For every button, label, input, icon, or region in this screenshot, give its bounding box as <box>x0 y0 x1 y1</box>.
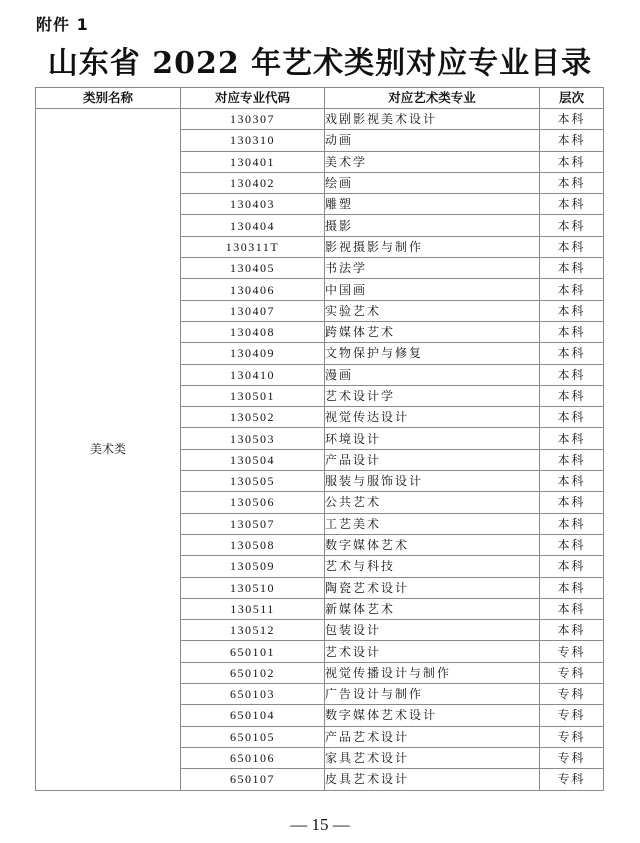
level-cell: 本科 <box>540 236 604 257</box>
level-cell: 专科 <box>540 726 604 747</box>
major-code-cell: 130505 <box>181 471 325 492</box>
major-name-cell: 包装设计 <box>325 620 540 641</box>
major-name-cell: 跨媒体艺术 <box>325 321 540 342</box>
major-code-cell: 130408 <box>181 321 325 342</box>
major-name-cell: 戏剧影视美术设计 <box>325 109 540 130</box>
major-name-cell: 视觉传播设计与制作 <box>325 662 540 683</box>
major-code-cell: 650106 <box>181 747 325 768</box>
level-cell: 本科 <box>540 343 604 364</box>
major-code-cell: 130507 <box>181 513 325 534</box>
level-cell: 本科 <box>540 130 604 151</box>
table-header-row <box>36 88 604 109</box>
major-code-cell: 650101 <box>181 641 325 662</box>
major-code-cell: 130512 <box>181 620 325 641</box>
major-code-cell: 130510 <box>181 577 325 598</box>
level-cell: 本科 <box>540 215 604 236</box>
level-cell: 本科 <box>540 428 604 449</box>
level-cell: 专科 <box>540 747 604 768</box>
level-cell: 本科 <box>540 598 604 619</box>
level-cell: 本科 <box>540 279 604 300</box>
major-name-cell: 公共艺术 <box>325 492 540 513</box>
major-code-cell: 130405 <box>181 258 325 279</box>
level-cell: 本科 <box>540 513 604 534</box>
table-body <box>36 109 604 791</box>
level-cell: 本科 <box>540 449 604 470</box>
level-cell: 本科 <box>540 556 604 577</box>
major-name-cell: 影视摄影与制作 <box>325 236 540 257</box>
major-name-cell: 服装与服饰设计 <box>325 471 540 492</box>
level-cell: 专科 <box>540 684 604 705</box>
level-cell: 本科 <box>540 300 604 321</box>
major-name-cell: 数字媒体艺术设计 <box>325 705 540 726</box>
level-cell: 本科 <box>540 407 604 428</box>
level-cell: 专科 <box>540 769 604 790</box>
major-name-cell: 产品设计 <box>325 449 540 470</box>
major-code-cell: 130509 <box>181 556 325 577</box>
level-cell: 本科 <box>540 471 604 492</box>
major-name-cell: 家具艺术设计 <box>325 747 540 768</box>
level-cell: 本科 <box>540 577 604 598</box>
level-cell: 本科 <box>540 364 604 385</box>
major-name-cell: 数字媒体艺术 <box>325 534 540 555</box>
level-cell: 专科 <box>540 662 604 683</box>
major-code-cell: 130310 <box>181 130 325 151</box>
major-name-cell: 皮具艺术设计 <box>325 769 540 790</box>
major-code-cell: 130404 <box>181 215 325 236</box>
major-code-cell: 130508 <box>181 534 325 555</box>
major-name-cell: 漫画 <box>325 364 540 385</box>
category-cell: 美术类 <box>36 109 181 791</box>
level-cell: 本科 <box>540 385 604 406</box>
major-name-cell: 雕塑 <box>325 194 540 215</box>
level-cell: 本科 <box>540 321 604 342</box>
major-code-cell: 130407 <box>181 300 325 321</box>
level-cell: 本科 <box>540 534 604 555</box>
major-catalog-table <box>35 87 604 791</box>
major-name-cell: 广告设计与制作 <box>325 684 540 705</box>
major-code-cell: 130406 <box>181 279 325 300</box>
major-name-cell: 陶瓷艺术设计 <box>325 577 540 598</box>
attachment-label: 附件 1 <box>36 15 89 34</box>
major-code-cell: 650104 <box>181 705 325 726</box>
major-code-cell: 650105 <box>181 726 325 747</box>
major-name-cell: 视觉传达设计 <box>325 407 540 428</box>
level-cell: 本科 <box>540 172 604 193</box>
major-code-cell: 130409 <box>181 343 325 364</box>
major-code-cell: 130311T <box>181 236 325 257</box>
major-name-cell: 艺术与科技 <box>325 556 540 577</box>
level-cell: 专科 <box>540 705 604 726</box>
column-header-level: 层次 <box>540 88 604 109</box>
level-cell: 本科 <box>540 258 604 279</box>
major-code-cell: 130511 <box>181 598 325 619</box>
major-name-cell: 工艺美术 <box>325 513 540 534</box>
major-code-cell: 130506 <box>181 492 325 513</box>
major-code-cell: 130401 <box>181 151 325 172</box>
major-code-cell: 130403 <box>181 194 325 215</box>
major-name-cell: 动画 <box>325 130 540 151</box>
major-code-cell: 650102 <box>181 662 325 683</box>
level-cell: 本科 <box>540 109 604 130</box>
major-name-cell: 书法学 <box>325 258 540 279</box>
major-code-cell: 130410 <box>181 364 325 385</box>
major-code-cell: 650103 <box>181 684 325 705</box>
level-cell: 本科 <box>540 492 604 513</box>
major-name-cell: 新媒体艺术 <box>325 598 540 619</box>
major-name-cell: 环境设计 <box>325 428 540 449</box>
level-cell: 专科 <box>540 641 604 662</box>
major-code-cell: 130502 <box>181 407 325 428</box>
major-name-cell: 艺术设计 <box>325 641 540 662</box>
major-code-cell: 130503 <box>181 428 325 449</box>
major-code-cell: 130402 <box>181 172 325 193</box>
major-name-cell: 绘画 <box>325 172 540 193</box>
page-number: — 15 — <box>290 815 350 834</box>
column-header-major: 对应艺术类专业 <box>325 88 540 109</box>
major-name-cell: 美术学 <box>325 151 540 172</box>
major-name-cell: 产品艺术设计 <box>325 726 540 747</box>
major-code-cell: 130501 <box>181 385 325 406</box>
column-header-code: 对应专业代码 <box>181 88 325 109</box>
column-header-category: 类别名称 <box>36 88 181 109</box>
major-name-cell: 艺术设计学 <box>325 385 540 406</box>
level-cell: 本科 <box>540 151 604 172</box>
document-title: 山东省 2022 年艺术类别对应专业目录 <box>47 46 593 81</box>
major-name-cell: 实验艺术 <box>325 300 540 321</box>
table-row <box>36 109 604 130</box>
major-code-cell: 130504 <box>181 449 325 470</box>
level-cell: 本科 <box>540 620 604 641</box>
major-name-cell: 文物保护与修复 <box>325 343 540 364</box>
major-name-cell: 摄影 <box>325 215 540 236</box>
level-cell: 本科 <box>540 194 604 215</box>
major-code-cell: 130307 <box>181 109 325 130</box>
major-code-cell: 650107 <box>181 769 325 790</box>
major-name-cell: 中国画 <box>325 279 540 300</box>
